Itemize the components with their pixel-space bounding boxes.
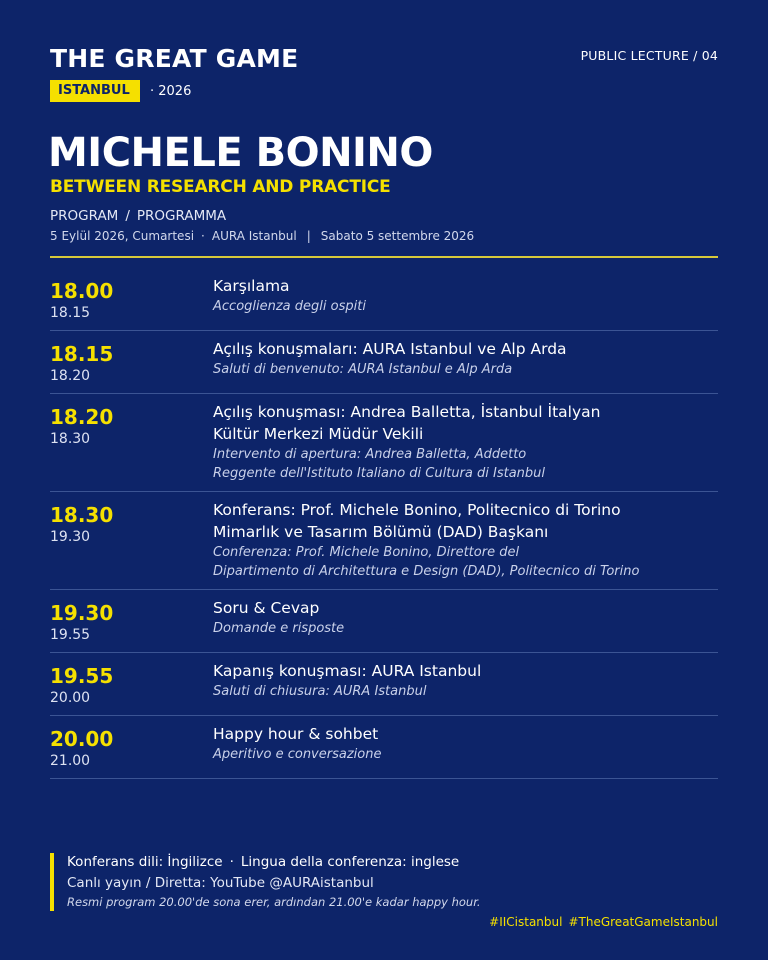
session-title-tr: Açılış konuşması: Andrea Balletta, İstanbul İtalyan — [213, 403, 601, 421]
session-title-tr: Açılış konuşmaları: AURA Istanbul ve Alp Arda — [213, 340, 567, 358]
schedule-row — [50, 653, 718, 716]
dot-separator: · — [201, 229, 205, 243]
series-label: PUBLIC LECTURE / 04 — [580, 48, 718, 63]
time-range — [50, 338, 213, 385]
program-separator: / — [125, 208, 130, 224]
end-time: 20.00 — [50, 690, 91, 706]
language-it: Lingua della conferenza: inglese — [240, 854, 460, 870]
hashtag: #IICistanbul — [489, 915, 563, 929]
session-description — [213, 401, 718, 483]
end-time: 19.55 — [50, 627, 91, 643]
language-note — [67, 852, 481, 872]
dot-separator: · — [229, 854, 234, 870]
year-label: · 2026 — [150, 83, 192, 99]
session-title-tr: Konferans: Prof. Michele Bonino, Politecnico di Torino — [213, 501, 621, 519]
session-title-it: Saluti di chiusura: AURA Istanbul — [213, 684, 427, 699]
end-time: 19.30 — [50, 529, 91, 545]
start-time: 19.30 — [50, 601, 114, 625]
session-title-it: Reggente dell'Istituto Italiano di Cultura di Istanbul — [213, 466, 546, 481]
schedule-row — [50, 331, 718, 394]
start-time: 18.15 — [50, 342, 114, 366]
schedule-row — [50, 590, 718, 653]
hashtag: #TheGreatGameIstanbul — [568, 915, 718, 929]
session-title-tr: Soru & Cevap — [213, 599, 320, 617]
end-time: 18.20 — [50, 368, 91, 384]
speaker-name: MICHELE BONINO — [48, 130, 433, 176]
time-range — [50, 660, 213, 707]
brand-row — [50, 80, 191, 102]
session-title-tr: Mimarlık ve Tasarım Bölümü (DAD) Başkanı — [213, 523, 549, 541]
start-time: 19.55 — [50, 664, 114, 688]
time-range — [50, 275, 213, 322]
session-description — [213, 275, 718, 322]
time-range — [50, 401, 213, 483]
date-line — [50, 229, 474, 243]
language-tr: Konferans dili: İngilizce — [67, 854, 223, 870]
start-time: 18.30 — [50, 503, 114, 527]
session-title-it: Conferenza: Prof. Michele Bonino, Direttore del — [213, 545, 520, 560]
date-it: Sabato 5 settembre 2026 — [320, 229, 475, 243]
stream-note: Canlı yayın / Diretta: YouTube @AURAistanbul — [67, 875, 374, 891]
session-description — [213, 597, 718, 644]
bar-separator: | — [306, 229, 311, 243]
hashtags — [489, 915, 718, 929]
time-range — [50, 499, 213, 581]
brand-title: THE GREAT GAME — [50, 44, 299, 73]
session-description — [213, 338, 718, 385]
program-label-it: PROGRAMMA — [136, 208, 227, 224]
session-title-tr: Kültür Merkezi Müdür Vekili — [213, 425, 424, 443]
session-title-tr: Happy hour & sohbet — [213, 725, 379, 743]
time-range — [50, 597, 213, 644]
program-label — [50, 208, 226, 224]
session-description — [213, 660, 718, 707]
schedule-row — [50, 716, 718, 779]
city-badge: ISTANBUL — [50, 80, 140, 102]
end-time: 18.15 — [50, 305, 91, 321]
time-range — [50, 723, 213, 770]
schedule-row — [50, 394, 718, 492]
start-time: 18.20 — [50, 405, 114, 429]
header-divider — [50, 256, 718, 258]
end-time: 21.00 — [50, 753, 91, 769]
schedule-row — [50, 492, 718, 590]
session-title-it: Saluti di benvenuto: AURA Istanbul e Alp Arda — [213, 362, 513, 377]
session-description — [213, 499, 718, 581]
info-notes — [50, 853, 481, 911]
session-title-it: Aperitivo e conversazione — [213, 747, 382, 762]
session-title-it: Dipartimento di Architettura e Design (DAD), Politecnico di Torino — [213, 564, 640, 579]
start-time: 20.00 — [50, 727, 114, 751]
schedule-list — [50, 268, 718, 779]
start-time: 18.00 — [50, 279, 114, 303]
program-label-tr: PROGRAM — [50, 208, 119, 224]
session-title-it: Intervento di apertura: Andrea Balletta, Addetto — [213, 447, 527, 462]
lecture-subtitle: BETWEEN RESEARCH AND PRACTICE — [50, 177, 391, 197]
date-tr: 5 Eylül 2026, Cumartesi — [50, 229, 195, 243]
schedule-row — [50, 268, 718, 331]
schedule-note: Resmi program 20.00'de sona erer, ardından 21.00'e kadar happy hour. — [67, 895, 481, 909]
session-title-it: Accoglienza degli ospiti — [213, 299, 366, 314]
end-time: 18.30 — [50, 431, 91, 447]
venue: AURA Istanbul — [211, 229, 297, 243]
session-title-tr: Karşılama — [213, 277, 290, 295]
session-description — [213, 723, 718, 770]
session-title-tr: Kapanış konuşması: AURA Istanbul — [213, 662, 482, 680]
session-title-it: Domande e risposte — [213, 621, 345, 636]
